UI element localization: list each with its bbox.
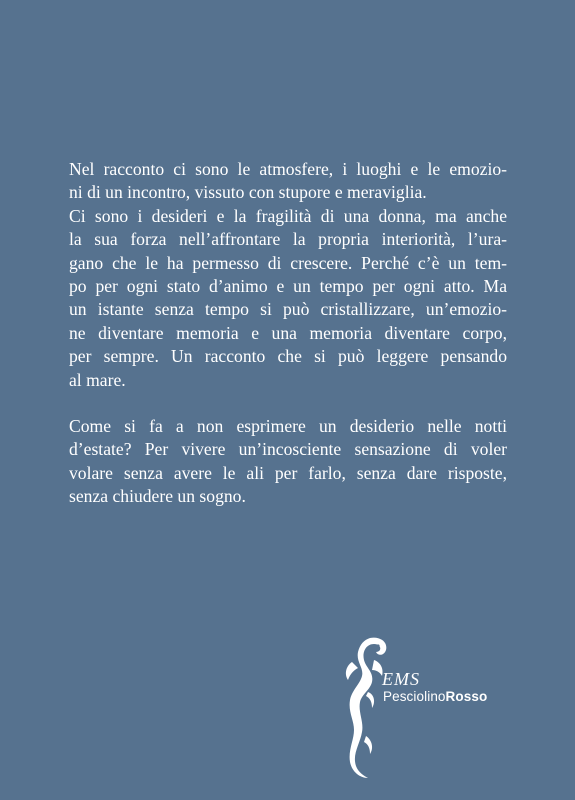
- blurb-line: Ci sono i desideri e la fragilità di una donna, ma anche: [69, 205, 507, 226]
- blurb-line: po per ogni stato d’animo e un tempo per ogni atto. Ma: [69, 276, 507, 297]
- blurb-line: ne diventare memoria e una memoria diventare corpo,: [69, 322, 507, 343]
- blurb-line: gano che le ha permesso di crescere. Perché c’è un tem-: [69, 252, 507, 273]
- blurb-line: Nel racconto ci sono le atmosfere, i luoghi e le emozio-: [69, 159, 507, 179]
- blurb-paragraph-2: [69, 415, 507, 509]
- publisher-name-part-1: Pesciolino: [383, 689, 446, 704]
- publisher-initials: EMS: [382, 669, 420, 689]
- publisher-logo: [340, 632, 510, 782]
- blurb-line: volare senza avere le ali per farlo, senza dare risposte,: [69, 462, 507, 483]
- blurb-line: d’estate? Per vivere un’incosciente sensazione di voler: [69, 439, 507, 460]
- seahorse-fish-icon: [340, 632, 400, 782]
- back-cover-blurb: [69, 158, 507, 509]
- blurb-line: ni di un incontro, vissuto con stupore e meraviglia.: [69, 182, 427, 203]
- blurb-line: Come si fa a non esprimere un desiderio nelle notti: [69, 416, 507, 437]
- blurb-line: al mare.: [69, 369, 126, 390]
- blurb-line: per sempre. Un racconto che si può leggere pensando: [69, 346, 507, 367]
- blurb-line: senza chiudere un sogno.: [69, 486, 246, 507]
- blurb-line: la sua forza nell’affrontare la propria interiorità, l’ura-: [69, 229, 507, 250]
- blurb-paragraph-1: [69, 158, 507, 392]
- blurb-line: un istante senza tempo si può cristallizzare, un’emozio-: [69, 299, 507, 320]
- publisher-name-part-2: Rosso: [445, 689, 488, 704]
- publisher-name: [383, 689, 487, 704]
